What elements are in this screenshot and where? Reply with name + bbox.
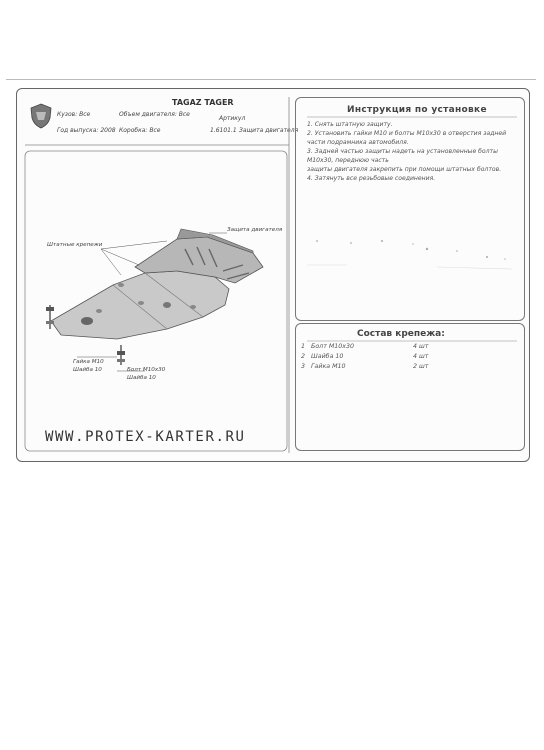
year-label: Год выпуска: 2008: [57, 127, 116, 134]
instruction-line: М10х30, переднюю часть: [307, 157, 389, 164]
callout-washer-left: Шайба 10: [73, 367, 102, 373]
instruction-line: 2. Установить гайки М10 и болты М10х30 в отверстия задней: [307, 130, 507, 137]
fastener-num: 1: [301, 343, 306, 350]
website-url: WWW.PROTEX-KARTER.RU: [45, 429, 246, 445]
fastener-num: 2: [301, 353, 306, 360]
brand-title: TAGAZ TAGER: [172, 98, 234, 107]
fastener-num: 3: [301, 363, 306, 370]
engine-label: Объем двигателя: Все: [119, 111, 190, 118]
instructions-title: Инструкция по установке: [347, 105, 487, 115]
gearbox-label: Коробка: Все: [119, 127, 161, 134]
scan-noise: [287, 229, 527, 279]
callout-washer-right: Шайба 10: [127, 375, 156, 381]
protection-label: Защита двигателя: [239, 127, 299, 134]
engine-guard-drawing: [17, 89, 289, 461]
article-number: 1.6101.1: [210, 127, 237, 134]
instruction-line: 4. Затянуть все резьбовые соединения.: [307, 175, 436, 182]
instruction-line: защиты двигателя закрепить при помощи штатных болтов.: [307, 166, 502, 173]
callout-bolt: Болт М10х30: [127, 367, 166, 373]
fasteners-title: Состав крепежа:: [357, 329, 445, 339]
instructions-title-underline: [307, 116, 517, 118]
fasteners-title-underline: [307, 340, 517, 342]
fastener-qty: 4 шт: [413, 343, 429, 350]
instruction-line: 1. Снять штатную защиту.: [307, 121, 393, 128]
instruction-line: 3. Задней частью защиты надеть на установленные болты: [307, 148, 498, 155]
instruction-line: части подрамника автомобиля.: [307, 139, 409, 146]
article-label: Артикул: [219, 115, 246, 122]
fastener-name: Болт М10х30: [311, 343, 355, 350]
fastener-qty: 4 шт: [413, 353, 429, 360]
callout-engine-guard: Защита двигателя: [227, 227, 283, 233]
scan-edge-line: [6, 79, 536, 80]
fastener-name: Гайка М10: [311, 363, 346, 370]
instruction-sheet: [16, 88, 530, 462]
callout-standard-mounts: Штатные крепежи: [47, 242, 103, 248]
fastener-name: Шайба 10: [311, 353, 344, 360]
callout-nut: Гайка М10: [73, 359, 104, 365]
fastener-qty: 2 шт: [413, 363, 429, 370]
body-label: Кузов: Все: [57, 111, 91, 118]
